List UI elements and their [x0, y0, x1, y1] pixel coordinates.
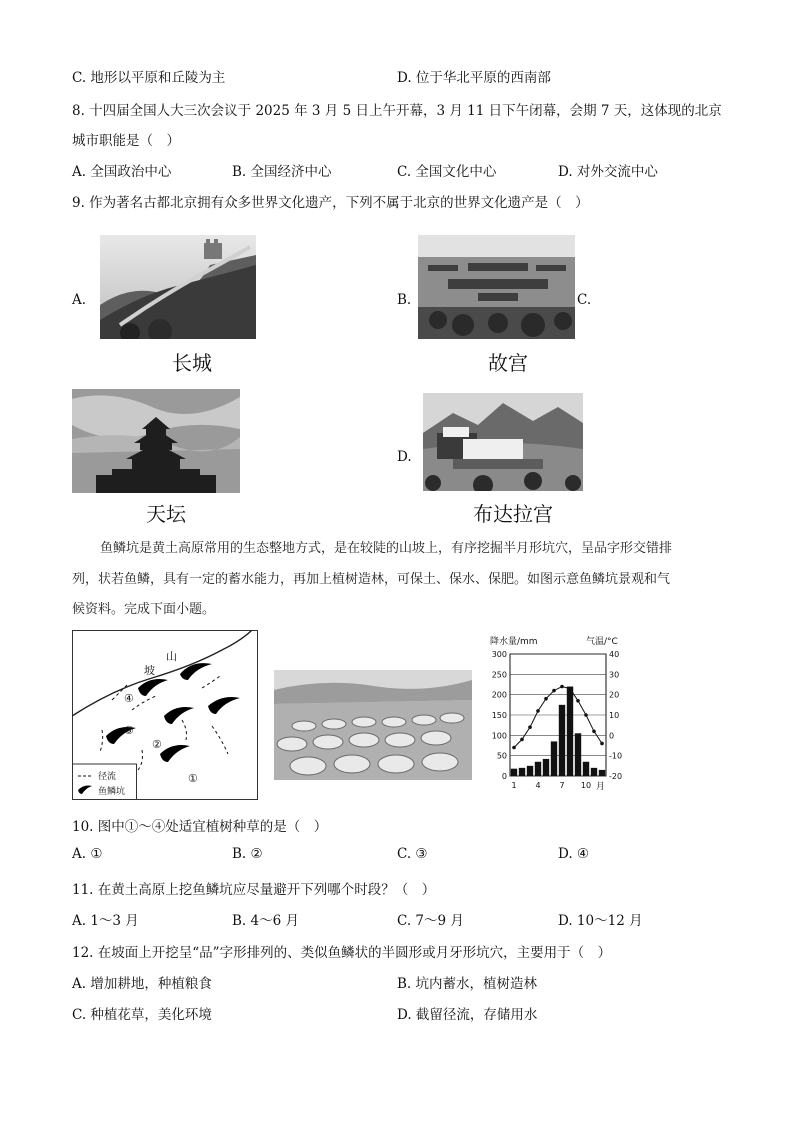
temp-point — [568, 687, 572, 691]
q9-label-c: C. — [577, 292, 592, 308]
month-tick-label: 4 — [535, 781, 541, 790]
temp-point — [544, 697, 548, 701]
precip-bar — [583, 762, 589, 776]
temp-tick-label: 10 — [609, 711, 620, 720]
precip-tick-label: 100 — [491, 731, 507, 741]
temp-tick-label: 20 — [609, 690, 620, 700]
forbidden-city-photo — [418, 235, 575, 339]
q11-option-d: D. 10～12 月 — [558, 913, 643, 929]
q9-label-d: D. — [397, 449, 412, 465]
passage-line2: 列，状若鱼鳞，具有一定的蓄水能力，再加上植树造林，可保土、保水、保肥。如图示意鱼鳞坑景观和气 — [72, 572, 671, 587]
month-tick-label: 1 — [511, 781, 517, 790]
precip-axis-title: 降水量/mm — [490, 637, 538, 647]
q8-option-c: C. 全国文化中心 — [397, 164, 497, 180]
precip-bar — [591, 768, 597, 776]
precip-tick-label: 50 — [496, 751, 507, 761]
q12-option-c: C. 种植花草，美化环境 — [72, 1007, 212, 1023]
q8-stem-line1: 8. 十四届全国人大三次会议于 2025 年 3 月 5 日上午开幕，3 月 11 日下午闭幕，会期 7 天，这体现的北京 — [72, 103, 722, 119]
precip-tick-label: 0 — [501, 772, 507, 781]
mark-3: ③ — [124, 724, 134, 737]
legend-pit-label: 鱼鳞坑 — [98, 787, 126, 797]
precip-bar — [519, 768, 525, 776]
mark-4: ④ — [124, 692, 134, 705]
precip-bar — [551, 741, 557, 776]
q10-option-b: B. ② — [232, 846, 263, 862]
temp-axis-title: 气温/°C — [586, 637, 618, 647]
temp-tick-label: 40 — [609, 650, 620, 659]
temp-point — [592, 729, 596, 733]
temp-point — [600, 742, 604, 746]
temp-line — [514, 687, 602, 748]
mark-2: ② — [152, 738, 162, 751]
q12-option-b: B. 坑内蓄水，植树造林 — [397, 976, 538, 992]
passage-line1: 鱼鳞坑是黄土高原常用的生态整地方式，是在较陡的山坡上，有序挖掘半月形坑穴，呈品字形交错排 — [100, 541, 673, 556]
temp-tick-label: -10 — [609, 751, 623, 761]
month-tick-label: 10 — [580, 781, 592, 790]
q11-option-b: B. 4～6 月 — [232, 913, 299, 929]
q11-option-a: A. 1～3 月 — [72, 913, 139, 929]
temp-point — [520, 738, 524, 742]
temp-tick-label: 30 — [609, 670, 620, 680]
q12-option-a: A. 增加耕地，种植粮食 — [72, 976, 212, 992]
q8-option-a: A. 全国政治中心 — [72, 164, 172, 180]
month-unit-label: 月 — [596, 782, 606, 792]
temp-point — [528, 725, 532, 729]
q8-option-d: D. 对外交流中心 — [558, 164, 658, 180]
q8-stem-line2: 城市职能是（ ） — [72, 133, 180, 149]
temp-point — [536, 709, 540, 713]
precip-tick-label: 300 — [491, 650, 507, 659]
fish-scale-pit-sketch — [72, 630, 258, 800]
temp-point — [584, 713, 588, 717]
precip-tick-label: 250 — [491, 670, 507, 680]
q11-stem: 11. 在黄土高原上挖鱼鳞坑应尽量避开下列哪个时段？（ ） — [72, 882, 436, 898]
q8-option-b: B. 全国经济中心 — [232, 164, 332, 180]
mark-1: ① — [188, 772, 198, 785]
mountain-label: 山 — [166, 650, 177, 663]
precip-bar — [527, 766, 533, 776]
precip-bar — [511, 769, 517, 776]
q9-stem: 9. 作为著名古都北京拥有众多世界文化遗产，下列不属于北京的世界文化遗产是（ ） — [72, 195, 589, 211]
legend-runoff-label: 径流 — [98, 772, 117, 782]
precip-bar — [567, 687, 573, 776]
caption-great-wall: 长城 — [172, 351, 212, 375]
temp-point — [560, 685, 564, 689]
precip-bar — [559, 705, 565, 776]
q12-option-d: D. 截留径流，存储用水 — [397, 1007, 538, 1023]
q7-option-c: C. 地形以平原和丘陵为主 — [72, 70, 226, 86]
precip-bar — [575, 733, 581, 776]
q11-option-c: C. 7～9 月 — [397, 913, 464, 929]
temp-point — [552, 689, 556, 693]
slope-label: 坡 — [144, 664, 155, 677]
q10-option-c: C. ③ — [397, 846, 428, 862]
precip-bar — [535, 762, 541, 776]
temp-tick-label: 0 — [609, 731, 615, 741]
caption-forbidden-city: 故宫 — [488, 351, 528, 375]
q10-option-a: A. ① — [72, 846, 103, 862]
precip-bar — [543, 759, 549, 776]
caption-temple-of-heaven: 天坛 — [146, 502, 186, 526]
fish-scale-pit-photo — [274, 670, 472, 780]
precip-tick-label: 150 — [491, 711, 507, 720]
temple-of-heaven-photo — [72, 389, 240, 493]
q9-label-b: B. — [397, 292, 412, 308]
q7-option-d: D. 位于华北平原的西南部 — [397, 70, 551, 86]
temp-point — [576, 699, 580, 703]
q9-label-a: A. — [72, 292, 87, 308]
great-wall-photo — [100, 235, 256, 339]
passage-line3: 候资料。完成下面小题。 — [72, 602, 216, 617]
temp-tick-label: -20 — [609, 772, 623, 781]
precip-bar — [599, 770, 605, 776]
caption-potala-palace: 布达拉宫 — [473, 502, 553, 526]
q10-option-d: D. ④ — [558, 846, 590, 862]
potala-palace-photo — [423, 393, 583, 491]
q10-stem: 10. 图中①～④处适宜植树种草的是（ ） — [72, 819, 328, 835]
month-tick-label: 7 — [559, 781, 565, 790]
precip-tick-label: 200 — [491, 690, 507, 700]
temp-point — [512, 746, 516, 750]
climate-chart — [478, 634, 638, 794]
q12-stem: 12. 在坡面上开挖呈“品”字形排列的、类似鱼鳞状的半圆形或月牙形坑穴，主要用于（ ） — [72, 945, 612, 961]
